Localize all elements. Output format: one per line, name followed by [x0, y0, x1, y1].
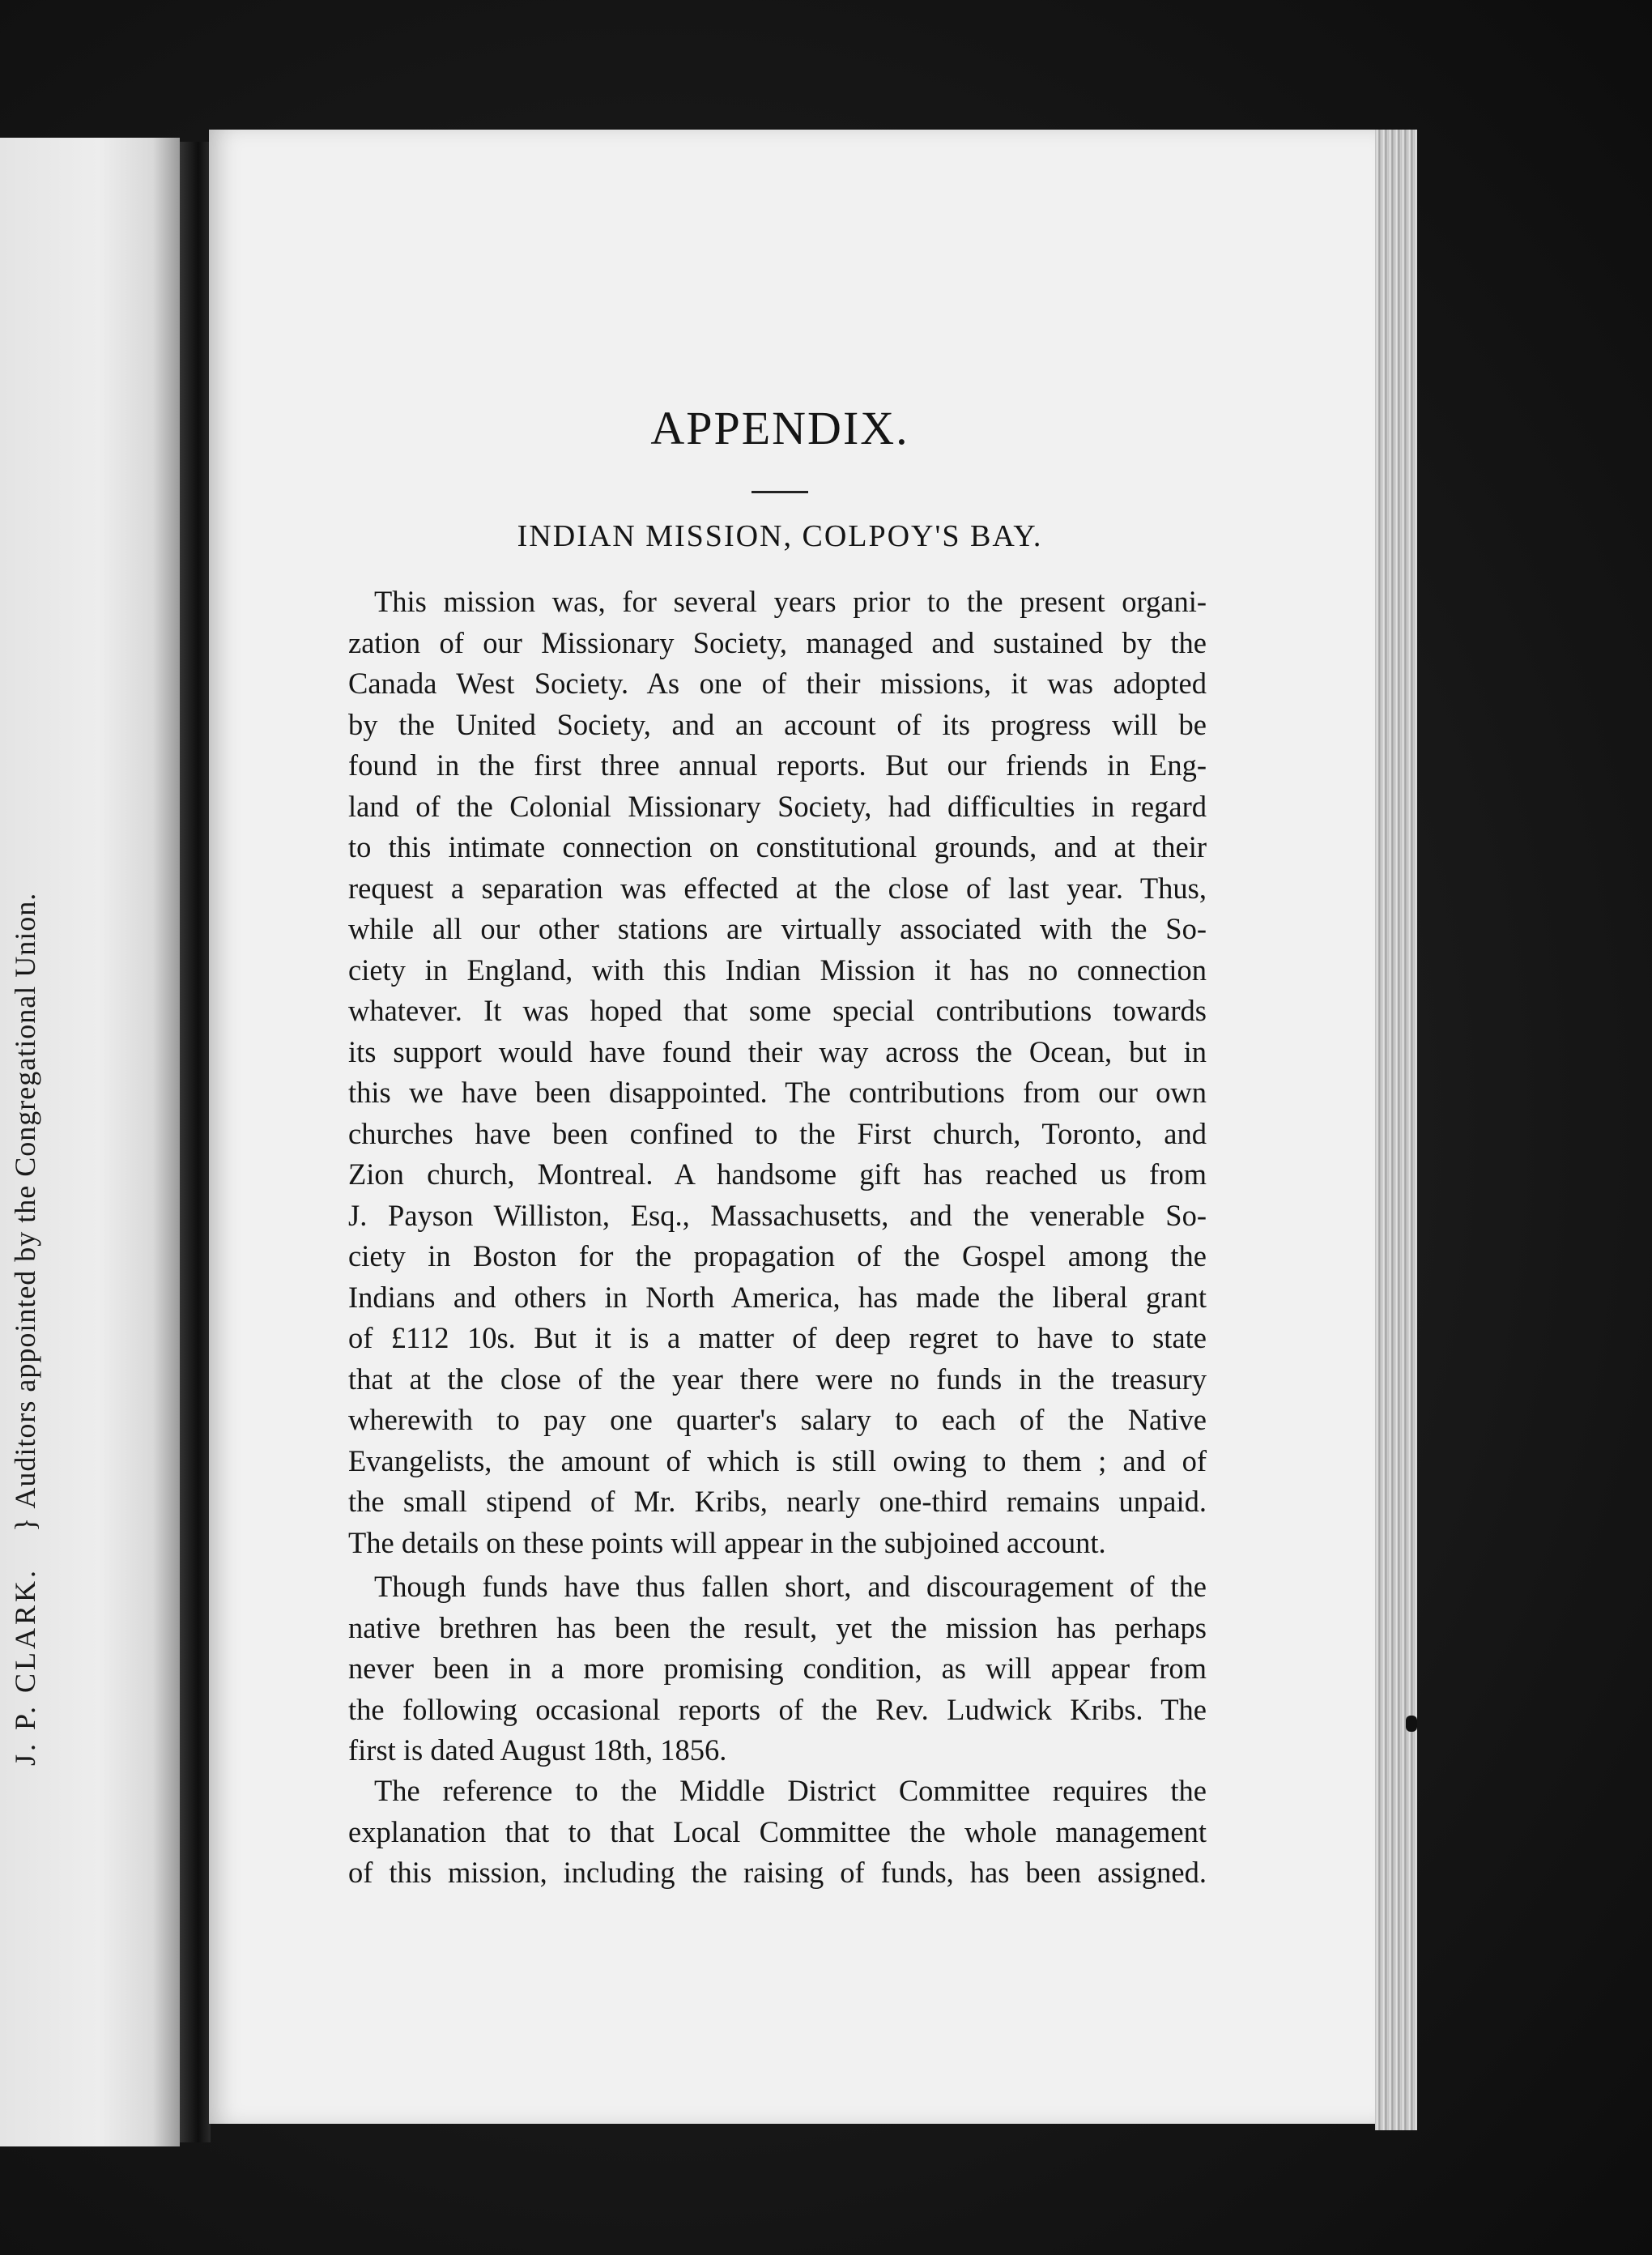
text-line: This mission was, for several years prior to the present organi- — [374, 585, 1207, 618]
text-line: Canada West Society. As one of their missions, it was adopted — [348, 667, 1207, 700]
text-line: of this mission, including the raising of funds, has been assigned. — [348, 1856, 1207, 1889]
text-line: Though funds have thus fallen short, and discouragement of the — [374, 1570, 1207, 1603]
left-facing-page — [0, 138, 180, 2146]
text-line: J. Payson Williston, Esq., Massachusetts, and the venerable So- — [348, 1198, 1207, 1232]
brace-glyph: } — [9, 1516, 41, 1532]
text-line: The reference to the Middle District Committee requires the — [374, 1774, 1207, 1807]
paragraph-1 — [348, 582, 1207, 1563]
paragraph-3 — [348, 1771, 1207, 1894]
text-line: wherewith to pay one quarter's salary to each of the Native — [348, 1403, 1207, 1436]
text-line: the small stipend of Mr. Kribs, nearly one-third remains unpaid. — [348, 1485, 1207, 1518]
text-line: ciety in England, with this Indian Mission it has no connection — [348, 953, 1207, 987]
text-line: of £112 10s. But it is a matter of deep regret to have to state — [348, 1321, 1207, 1354]
page-title: APPENDIX. — [650, 402, 909, 454]
text-line: Indians and others in North America, has made the liberal grant — [348, 1280, 1207, 1314]
section-heading: INDIAN MISSION, COLPOY'S BAY. — [517, 519, 1043, 553]
text-line: native brethren has been the result, yet the mission has perhaps — [348, 1610, 1207, 1644]
text-line: found in the first three annual reports. But our friends in Eng- — [348, 748, 1207, 782]
text-line: ciety in Boston for the propagation of the Gospel among the — [348, 1239, 1207, 1272]
text-line: while all our other stations are virtually associated with the So- — [348, 912, 1207, 945]
text-line: request a separation was effected at the close of last year. Thus, — [348, 871, 1207, 905]
text-line: churches have been confined to the First church, Toronto, and — [348, 1116, 1207, 1150]
auditor-caption: Auditors appointed by the Congregational Union. — [9, 892, 41, 1509]
text-line: The details on these points will appear in the subjoined account. — [348, 1525, 1106, 1559]
text-line: explanation that to that Local Committee the whole management — [348, 1814, 1207, 1848]
text-line: the following occasional reports of the Rev. Ludwick Kribs. The — [348, 1692, 1207, 1726]
page-edge-mark — [1406, 1716, 1417, 1732]
text-line: never been in a more promising condition, as will appear from — [348, 1652, 1207, 1685]
text-line: this we have been disappointed. The contributions from our own — [348, 1076, 1207, 1109]
text-line: whatever. It was hoped that some special contributions towards — [348, 994, 1207, 1027]
text-line: first is dated August 18th, 1856. — [348, 1733, 727, 1767]
paragraph-2 — [348, 1567, 1207, 1771]
book-gutter — [180, 142, 211, 2142]
text-line: Zion church, Montreal. A handsome gift has reached us from — [348, 1157, 1207, 1191]
auditor-name: J. P. CLARK. — [9, 1567, 41, 1766]
text-line: that at the close of the year there were no funds in the treasury — [348, 1362, 1207, 1396]
left-page-rotated-text — [8, 794, 42, 1766]
text-line: Evangelists, the amount of which is still owing to them ; and of — [348, 1443, 1207, 1477]
page-edges — [1375, 130, 1417, 2130]
text-line: land of the Colonial Missionary Society, had difficulties in regard — [348, 789, 1207, 823]
text-line: its support would have found their way across the Ocean, but in — [348, 1034, 1207, 1068]
text-line: zation of our Missionary Society, managed and sustained by the — [348, 625, 1207, 659]
text-line: by the United Society, and an account of its progress will be — [348, 707, 1207, 741]
title-rule — [751, 491, 808, 493]
text-line: to this intimate connection on constitutional grounds, and at their — [348, 830, 1207, 863]
